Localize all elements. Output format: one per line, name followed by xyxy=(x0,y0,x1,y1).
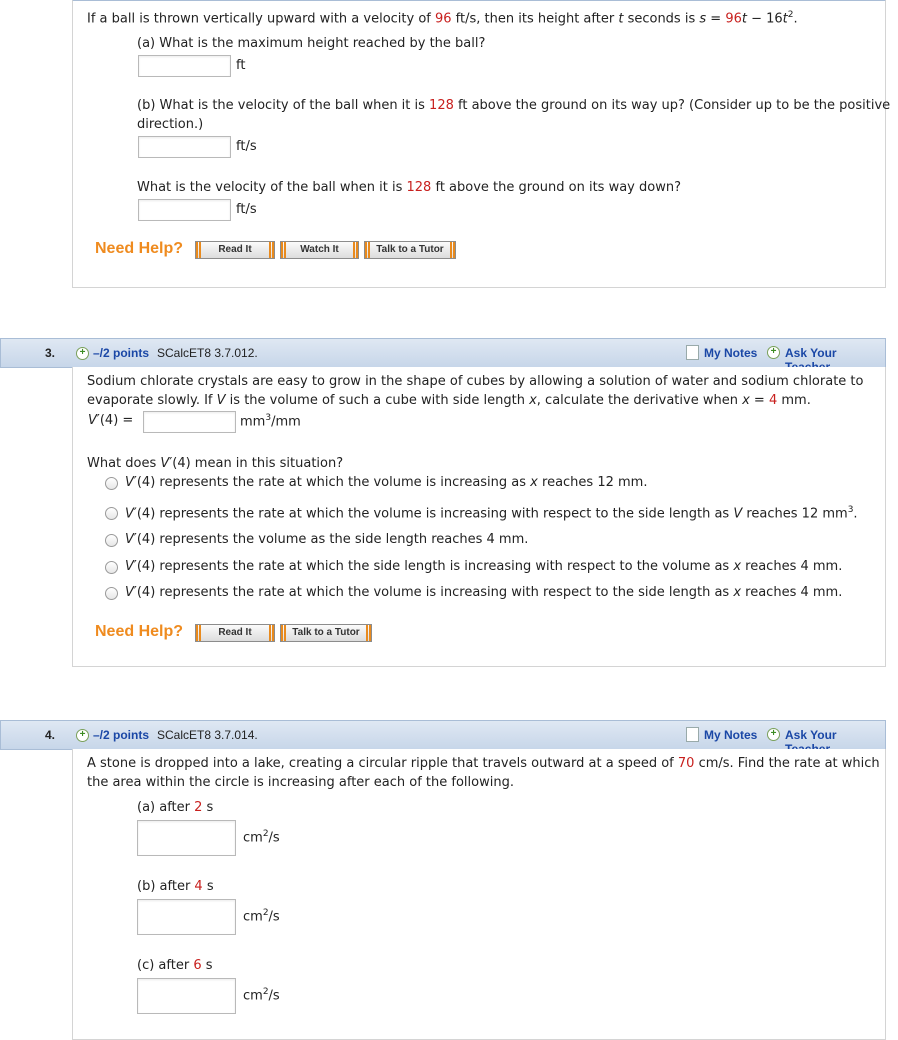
q3-option-2-radio[interactable] xyxy=(105,507,118,520)
q4b-answer-input[interactable] xyxy=(137,899,236,935)
q4-my-notes-link[interactable]: My Notes xyxy=(704,728,758,742)
q3-option-4-radio[interactable] xyxy=(105,561,118,574)
q4b-label: (b) after 4 s xyxy=(137,879,214,894)
q3-option-4-label: V′(4) represents the rate at which the side length is increasing with respect to the volume as x reaches 4 mm. xyxy=(125,559,843,574)
q4a-answer-input[interactable] xyxy=(137,820,236,856)
q3-need-help: Need Help? xyxy=(95,623,184,640)
q2b-label-line2: direction.) xyxy=(137,117,204,132)
q3-meaning-question: What does V′(4) mean in this situation? xyxy=(87,456,344,471)
q3-talk-to-tutor-button[interactable]: Talk to a Tutor xyxy=(280,624,372,642)
q2-intro: If a ball is thrown vertically upward with a velocity of 96 ft/s, then its height after t seconds is $s = 96t - 16t^2$. xyxy=(87,10,798,27)
q3-points: –/2 points xyxy=(93,346,150,360)
q3-number: 3. xyxy=(45,346,56,360)
q3-derivative-input[interactable] xyxy=(143,411,236,433)
q4-text-line2: the area within the circle is increasing after each of the following. xyxy=(87,775,514,790)
q3-source: SCalcET8 3.7.012. xyxy=(157,346,258,360)
q4c-label: (c) after 6 s xyxy=(137,958,213,973)
q3-expand-plus-icon[interactable]: + xyxy=(76,347,89,360)
q3-option-5-radio[interactable] xyxy=(105,587,118,600)
q2a-answer-input[interactable] xyxy=(138,55,231,77)
q3-option-3-radio[interactable] xyxy=(105,534,118,547)
q2b-label: (b) What is the velocity of the ball when it is 128 ft above the ground on its way up? (Consider up to be the positive xyxy=(137,98,891,113)
q3-derivative-unit: $mm^3/mm$ xyxy=(240,413,301,430)
q4-header-bar xyxy=(0,720,886,750)
q2b-unit: ft/s xyxy=(236,139,257,154)
q2a-label: (a) What is the maximum height reached by the ball? xyxy=(137,36,486,51)
q2c-label: What is the velocity of the ball when it is 128 ft above the ground on its way down? xyxy=(137,180,681,195)
q4a-unit: $cm^2/s$ xyxy=(243,829,280,846)
q3-text-line2: evaporate slowly. If V is the volume of such a cube with side length x, calculate the derivative when x = 4 mm. xyxy=(87,393,811,408)
q2-talk-to-tutor-button[interactable]: Talk to a Tutor xyxy=(364,241,456,259)
q3-option-3-label: V′(4) represents the volume as the side length reaches 4 mm. xyxy=(125,532,529,547)
q2-watch-it-button[interactable]: Watch It xyxy=(280,241,359,259)
q4-source: SCalcET8 3.7.014. xyxy=(157,728,258,742)
q4c-unit: $cm^2/s$ xyxy=(243,987,280,1004)
q4-text-line1: A stone is dropped into a lake, creating a circular ripple that travels outward at a speed of 70 cm/s. Find the rate at which xyxy=(87,756,880,771)
q3-text-line1: Sodium chlorate crystals are easy to grow in the shape of cubes by allowing a solution of water and sodium chlorate to xyxy=(87,374,864,389)
q4b-unit: $cm^2/s$ xyxy=(243,908,280,925)
ask-teacher-plus-icon: + xyxy=(767,728,780,741)
q2c-unit: ft/s xyxy=(236,202,257,217)
q4-ask-teacher-link[interactable]: Ask Your xyxy=(785,728,837,742)
q2-need-help: Need Help? xyxy=(95,240,184,257)
notes-page-icon xyxy=(686,727,699,742)
q3-ask-teacher-link[interactable]: Ask Your xyxy=(785,346,837,360)
notes-page-icon xyxy=(686,345,699,360)
ask-teacher-plus-icon: + xyxy=(767,346,780,359)
q4a-label: (a) after 2 s xyxy=(137,800,214,815)
q4c-answer-input[interactable] xyxy=(137,978,236,1014)
q2c-answer-input[interactable] xyxy=(138,199,231,221)
q3-header-bar xyxy=(0,338,886,368)
q3-read-it-button[interactable]: Read It xyxy=(195,624,275,642)
q4-points: –/2 points xyxy=(93,728,150,742)
q2b-answer-input[interactable] xyxy=(138,136,231,158)
q3-option-1-label: V′(4) represents the rate at which the volume is increasing as x reaches 12 mm. xyxy=(125,475,648,490)
q3-option-2-label: V′(4) represents the rate at which the volume is increasing with respect to the side length as V reaches 12 $mm^3$. xyxy=(125,505,858,522)
q2-read-it-button[interactable]: Read It xyxy=(195,241,275,259)
q3-option-5-label: V′(4) represents the rate at which the volume is increasing with respect to the side length as x reaches 4 mm. xyxy=(125,585,843,600)
q3-option-1-radio[interactable] xyxy=(105,477,118,490)
q4-expand-plus-icon[interactable]: + xyxy=(76,729,89,742)
q4-number: 4. xyxy=(45,728,56,742)
q2a-unit: ft xyxy=(236,58,246,73)
q3-derivative-label: V′(4) = xyxy=(88,413,134,428)
q3-my-notes-link[interactable]: My Notes xyxy=(704,346,758,360)
